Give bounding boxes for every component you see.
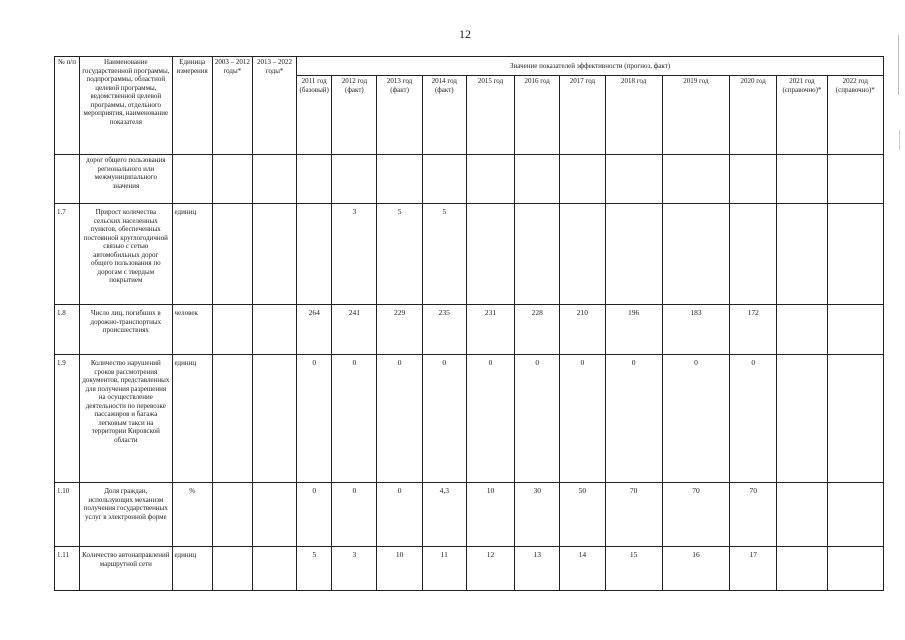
row-num: 1.9	[55, 355, 80, 483]
row-value: 16	[662, 547, 729, 591]
row-value: 17	[730, 547, 777, 591]
row-value: 0	[332, 355, 377, 483]
row-2003-2012	[212, 204, 252, 305]
header-num: № п/п	[55, 57, 80, 155]
row-value	[515, 155, 560, 204]
header-year: 2011 год (базовый)	[297, 76, 332, 155]
table-row	[55, 483, 884, 547]
header-year: 2013 год (факт)	[377, 76, 422, 155]
row-value: 14	[560, 547, 605, 591]
row-value: 0	[297, 483, 332, 547]
table-row	[55, 155, 884, 204]
row-value: 0	[662, 355, 729, 483]
row-value: 10	[466, 483, 514, 547]
row-name: Доля граждан, использующих механизм получения государственных услуг в электронной форме	[80, 483, 172, 547]
row-value: 5	[297, 547, 332, 591]
row-value: 0	[515, 355, 560, 483]
header-row-top	[55, 57, 884, 76]
row-value: 235	[422, 305, 466, 355]
header-year: 2022 год (справочно)*	[827, 76, 883, 155]
row-value	[662, 204, 729, 305]
row-value	[662, 155, 729, 204]
header-year: 2015 год	[466, 76, 514, 155]
row-value	[560, 204, 605, 305]
row-value: 13	[515, 547, 560, 591]
row-unit	[172, 155, 212, 204]
row-value: 10	[377, 547, 422, 591]
header-name: Наименование государственной программы, подпрограммы, областной целевой программы, ведомственной целевой программы, отдельного мероприятия, наименование показателя	[80, 57, 172, 155]
row-value	[777, 483, 827, 547]
row-2013-2022	[252, 483, 296, 547]
row-value: 0	[466, 355, 514, 483]
row-value: 196	[605, 305, 662, 355]
row-value: 70	[605, 483, 662, 547]
row-unit: единиц	[172, 204, 212, 305]
row-value: 183	[662, 305, 729, 355]
row-value: 30	[515, 483, 560, 547]
row-2003-2012	[212, 483, 252, 547]
row-value	[730, 155, 777, 204]
header-year: 2017 год	[560, 76, 605, 155]
row-value: 5	[377, 204, 422, 305]
row-value: 231	[466, 305, 514, 355]
row-value	[827, 204, 883, 305]
row-value: 50	[560, 483, 605, 547]
row-value	[777, 355, 827, 483]
row-num	[55, 155, 80, 204]
row-value	[827, 483, 883, 547]
row-value: 172	[730, 305, 777, 355]
row-value	[730, 204, 777, 305]
row-name: дорог общего пользования регионального или межмуниципального значения	[80, 155, 172, 204]
row-2003-2012	[212, 155, 252, 204]
table-row	[55, 204, 884, 305]
row-value	[605, 155, 662, 204]
row-value: 0	[560, 355, 605, 483]
row-name: Количество нарушений сроков рассмотрения документов, представленных для получения разрешения на осуществление деятельности по перевозке пассажиров и багажа легковым такси на территории Кировской области	[80, 355, 172, 483]
row-2013-2022	[252, 204, 296, 305]
row-value	[515, 204, 560, 305]
row-value	[827, 305, 883, 355]
scan-edge-mark	[898, 35, 899, 95]
row-value	[332, 155, 377, 204]
row-2013-2022	[252, 355, 296, 483]
row-value	[422, 155, 466, 204]
row-unit: человек	[172, 305, 212, 355]
row-value	[560, 155, 605, 204]
row-value: 210	[560, 305, 605, 355]
row-value	[827, 155, 883, 204]
header-year: 2021 год (справочно)*	[777, 76, 827, 155]
row-value	[297, 204, 332, 305]
row-2003-2012	[212, 547, 252, 591]
row-value	[777, 305, 827, 355]
row-unit: %	[172, 483, 212, 547]
row-value	[777, 547, 827, 591]
row-name: Число лиц, погибших в дорожно-транспортных происшествиях	[80, 305, 172, 355]
header-year: 2012 год (факт)	[332, 76, 377, 155]
row-value: 0	[605, 355, 662, 483]
row-value	[466, 155, 514, 204]
row-value: 11	[422, 547, 466, 591]
header-year: 2016 год	[515, 76, 560, 155]
row-num: 1.10	[55, 483, 80, 547]
row-value	[777, 204, 827, 305]
table-row	[55, 547, 884, 591]
row-value: 3	[332, 204, 377, 305]
header-year: 2019 год	[662, 76, 729, 155]
row-value: 229	[377, 305, 422, 355]
row-value	[297, 155, 332, 204]
row-value: 0	[377, 355, 422, 483]
table-row	[55, 305, 884, 355]
row-value: 70	[730, 483, 777, 547]
row-2013-2022	[252, 305, 296, 355]
indicators-table	[54, 56, 884, 591]
row-value: 3	[332, 547, 377, 591]
row-value: 70	[662, 483, 729, 547]
row-value: 0	[730, 355, 777, 483]
row-num: 1.8	[55, 305, 80, 355]
row-value: 5	[422, 204, 466, 305]
row-name: Количество автонаправлений маршрутной сети	[80, 547, 172, 591]
header-unit: Единица измерения	[172, 57, 212, 155]
row-2013-2022	[252, 547, 296, 591]
header-2003-2012: 2003 – 2012 годы*	[212, 57, 252, 155]
row-2003-2012	[212, 305, 252, 355]
row-value: 0	[297, 355, 332, 483]
row-value: 15	[605, 547, 662, 591]
row-num: 1.11	[55, 547, 80, 591]
row-value	[605, 204, 662, 305]
row-unit: единиц	[172, 355, 212, 483]
row-value: 0	[332, 483, 377, 547]
header-year: 2020 год	[730, 76, 777, 155]
row-value: 0	[377, 483, 422, 547]
row-value: 264	[297, 305, 332, 355]
row-value	[827, 355, 883, 483]
row-value	[377, 155, 422, 204]
row-2003-2012	[212, 355, 252, 483]
row-unit: единиц	[172, 547, 212, 591]
scan-edge-mark	[899, 130, 900, 150]
header-values-group: Значение показателей эффективности (прогноз, факт)	[297, 57, 884, 76]
table-row	[55, 355, 884, 483]
row-num: 1.7	[55, 204, 80, 305]
row-2013-2022	[252, 155, 296, 204]
row-value: 241	[332, 305, 377, 355]
header-2013-2022: 2013 – 2022 годы*	[252, 57, 296, 155]
row-name: Прирост количества сельских населенных пунктов, обеспеченных постоянной круглогодичной связью с сетью автомобильных дорог общего пользования по дорогам с твердым покрытием	[80, 204, 172, 305]
row-value	[827, 547, 883, 591]
row-value: 12	[466, 547, 514, 591]
row-value: 0	[422, 355, 466, 483]
header-year: 2014 год (факт)	[422, 76, 466, 155]
row-value	[777, 155, 827, 204]
row-value: 228	[515, 305, 560, 355]
row-value	[466, 204, 514, 305]
row-value: 4,3	[422, 483, 466, 547]
header-year: 2018 год	[605, 76, 662, 155]
page-number: 12	[459, 27, 471, 41]
